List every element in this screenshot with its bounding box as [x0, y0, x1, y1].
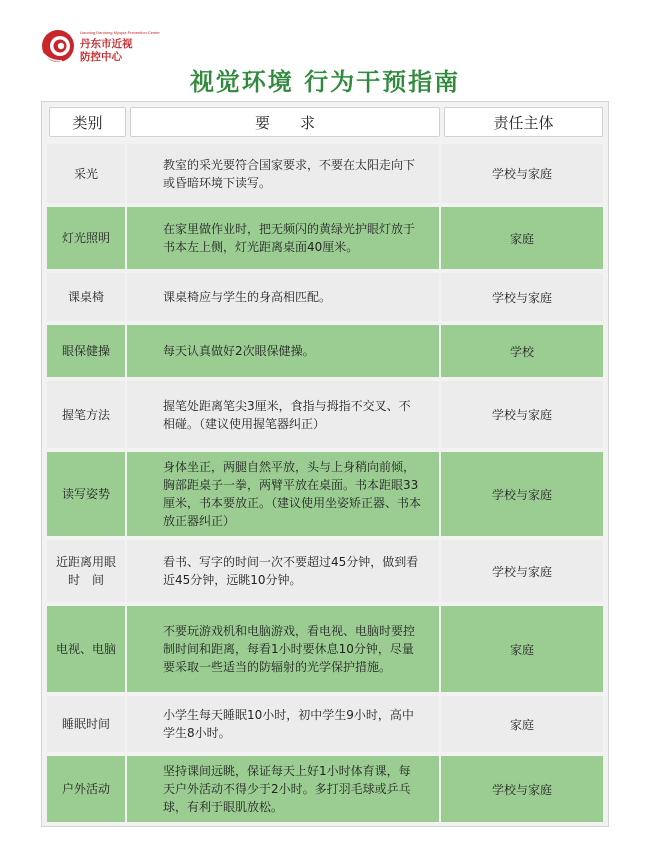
requirement-cell: 教室的采光要符合国家要求，不要在太阳走向下或昏暗环境下读写。	[127, 144, 439, 203]
table-row	[42, 754, 608, 824]
table-row	[42, 538, 608, 604]
category-cell: 近距离用眼时 间	[47, 540, 125, 602]
responsible-cell: 学校与家庭	[441, 452, 603, 536]
header-requirement: 要 求	[130, 107, 440, 137]
page-title: 视觉环境 行为干预指南	[189, 68, 461, 96]
category-cell: 户外活动	[47, 756, 125, 822]
category-cell: 眼保健操	[47, 325, 125, 377]
responsible-cell: 学校与家庭	[441, 540, 603, 602]
table-row	[42, 205, 608, 271]
guideline-table	[41, 101, 609, 827]
responsible-cell: 学校与家庭	[441, 144, 603, 203]
responsible-cell: 家庭	[441, 207, 603, 269]
logo-name	[80, 38, 170, 64]
responsible-cell: 家庭	[441, 696, 603, 752]
responsible-cell: 学校与家庭	[441, 273, 603, 321]
logo-name-line2: 防控中心	[80, 51, 122, 63]
responsible-cell: 学校与家庭	[441, 756, 603, 822]
requirement-cell: 在家里做作业时，把无频闪的黄绿光护眼灯放于书本左上侧，灯光距离桌面40厘米。	[127, 207, 439, 269]
requirement-cell: 坚持课间远眺，保证每天上好1小时体育课，每天户外活动不得少于2小时。多打羽毛球或乒乓球，有利于眼肌放松。	[127, 756, 439, 822]
responsible-cell: 学校与家庭	[441, 381, 603, 448]
table-row	[42, 694, 608, 754]
requirement-cell: 握笔处距离笔尖3厘米，食指与拇指不交叉、不相碰。（建议使用握笔器纠正）	[127, 381, 439, 448]
table-row	[42, 604, 608, 694]
requirement-cell: 身体坐正，两腿自然平放，头与上身稍向前倾，胸部距桌子一拳，两臂平放在桌面。书本距眼33厘米，书本要放正。（建议使用坐姿矫正器、书本放正器纠正）	[127, 452, 439, 536]
category-cell: 电视、电脑	[47, 606, 125, 692]
logo-icon	[40, 28, 76, 64]
table-row	[42, 450, 608, 538]
category-cell: 读写姿势	[47, 452, 125, 536]
requirement-cell: 课桌椅应与学生的身高相匹配。	[127, 273, 439, 321]
logo-name-line1: 丹东市近视	[80, 38, 133, 50]
category-cell: 握笔方法	[47, 381, 125, 448]
category-cell: 灯光照明	[47, 207, 125, 269]
category-cell: 采光	[47, 144, 125, 203]
requirement-cell: 小学生每天睡眠10小时，初中学生9小时，高中学生8小时。	[127, 696, 439, 752]
requirement-cell: 不要玩游戏机和电脑游戏，看电视、电脑时要控制时间和距离，每看1小时要休息10分钟，尽量要采取一些适当的防辐射的光学保护措施。	[127, 606, 439, 692]
category-cell: 睡眠时间	[47, 696, 125, 752]
requirement-cell: 每天认真做好2次眼保健操。	[127, 325, 439, 377]
table-row	[42, 323, 608, 379]
logo-english-text: Liaoning Dandong Myopia Prevention Center	[80, 30, 160, 35]
header-category: 类别	[49, 107, 126, 137]
category-cell: 课桌椅	[47, 273, 125, 321]
requirement-cell: 看书、写字的时间一次不要超过45分钟，做到看近45分钟，远眺10分钟。	[127, 540, 439, 602]
table-row	[42, 142, 608, 205]
responsible-cell: 家庭	[441, 606, 603, 692]
header-responsible: 责任主体	[444, 107, 603, 137]
table-row	[42, 379, 608, 450]
table-header	[42, 102, 608, 142]
table-row	[42, 271, 608, 323]
responsible-cell: 学校	[441, 325, 603, 377]
